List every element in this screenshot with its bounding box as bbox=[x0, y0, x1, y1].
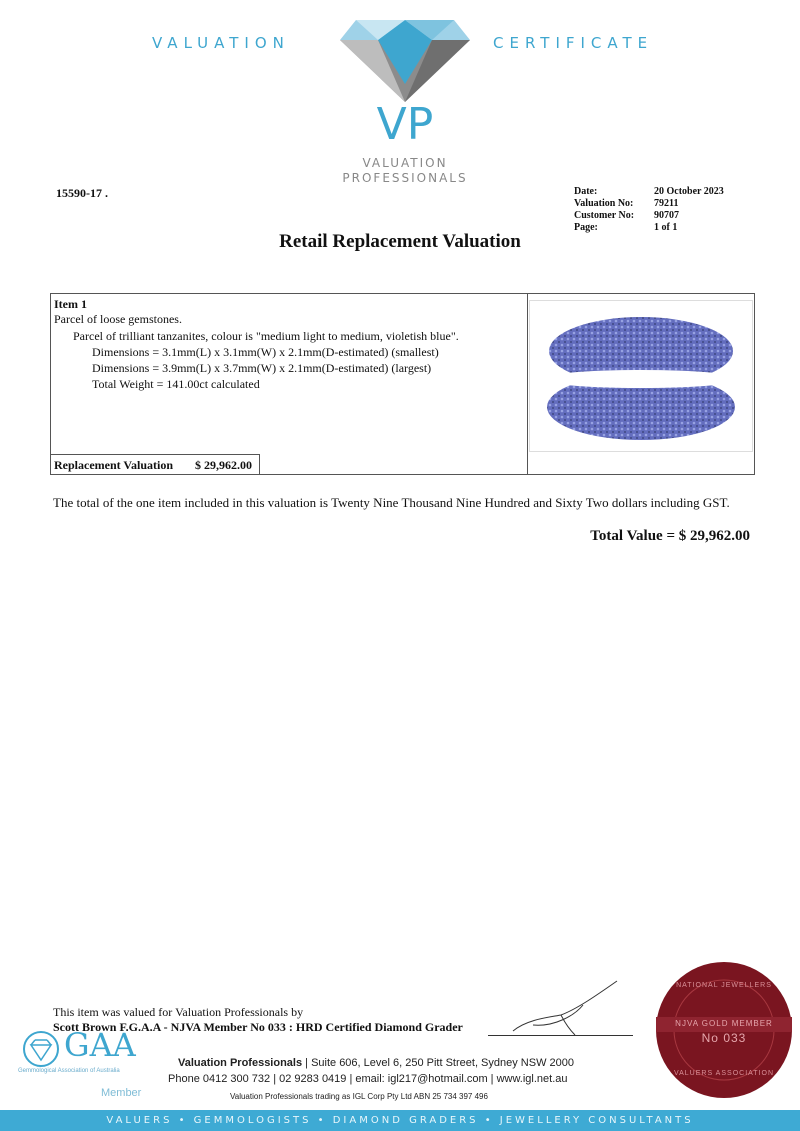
valuer-line-2: Scott Brown F.G.A.A - NJVA Member No 033 : HRD Certified Diamond Grader bbox=[53, 1020, 463, 1034]
meta-customer-no: Customer No: 90707 bbox=[574, 210, 679, 221]
logo-vp-text: VP bbox=[376, 99, 434, 150]
replacement-label: Replacement Valuation bbox=[54, 458, 174, 472]
item-line-5: Total Weight = 141.00ct calculated bbox=[92, 377, 260, 391]
seal-bottom-text: VALUERS ASSOCIATION bbox=[673, 1070, 775, 1077]
diamond-logo-icon bbox=[338, 14, 472, 104]
contact-address-line bbox=[178, 1057, 574, 1069]
item-box bbox=[50, 293, 755, 475]
valuer-line-1: This item was valued for Valuation Professionals by bbox=[53, 1005, 304, 1019]
meta-page: Page: 1 of 1 bbox=[574, 222, 678, 233]
gaa-subtitle: Gemmological Association of Australia bbox=[18, 1068, 120, 1074]
item-description-cell bbox=[51, 294, 528, 474]
item-heading: Item 1 bbox=[54, 297, 87, 311]
total-value: Total Value = $ 29,962.00 bbox=[590, 528, 750, 544]
summary-text: The total of the one item included in this valuation is Twenty Nine Thousand Nine Hundred and Sixty Two dollars including GST. bbox=[53, 495, 730, 510]
tanzanite-parcel-icon bbox=[530, 301, 752, 451]
item-line-1: Parcel of loose gemstones. bbox=[54, 312, 182, 326]
njva-seal-icon bbox=[654, 960, 794, 1100]
replacement-value: $ 29,962.00 bbox=[195, 458, 252, 472]
footer-banner: VALUERS • GEMMOLOGISTS • DIAMOND GRADERS • JEWELLERY CONSULTANTS bbox=[0, 1110, 800, 1131]
gemstone-photo bbox=[529, 300, 753, 452]
contact-phone-line: Phone 0412 300 732 | 02 9283 0419 | email: igl217@hotmail.com | www.igl.net.au bbox=[168, 1073, 568, 1085]
document-title: Retail Replacement Valuation bbox=[279, 231, 521, 252]
seal-number: No 033 bbox=[701, 1031, 747, 1045]
item-line-4: Dimensions = 3.9mm(L) x 3.7mm(W) x 2.1mm(D-estimated) (largest) bbox=[92, 361, 432, 375]
brand-line-2: PROFESSIONALS bbox=[342, 171, 468, 185]
meta-table bbox=[574, 186, 764, 234]
gaa-gem-icon bbox=[20, 1030, 62, 1068]
meta-valuation-no: Valuation No: 79211 bbox=[574, 198, 679, 209]
item-line-3: Dimensions = 3.1mm(L) x 3.1mm(W) x 2.1mm(D-estimated) (smallest) bbox=[92, 345, 439, 359]
seal-top-text: NATIONAL JEWELLERS bbox=[676, 982, 772, 989]
contact-company: Valuation Professionals bbox=[178, 1057, 303, 1069]
gaa-member-label: Member bbox=[101, 1087, 142, 1099]
gaa-logo-text: GAA bbox=[64, 1026, 136, 1064]
header-right-word: CERTIFICATE bbox=[493, 34, 654, 52]
replacement-valuation-cell bbox=[51, 454, 260, 474]
meta-date: Date: 20 October 2023 bbox=[574, 186, 724, 197]
seal-band-text: NJVA GOLD MEMBER bbox=[675, 1019, 773, 1028]
brand-line-1: VALUATION bbox=[362, 156, 448, 170]
reference-number: 15590-17 . bbox=[56, 186, 108, 200]
item-line-2: Parcel of trilliant tanzanites, colour is "medium light to medium, violetish blue". bbox=[73, 329, 459, 343]
contact-trading-line: Valuation Professionals trading as IGL Corp Pty Ltd ABN 25 734 397 496 bbox=[230, 1092, 488, 1101]
header-left-word: VALUATION bbox=[152, 34, 290, 52]
signature-icon bbox=[505, 975, 625, 1040]
contact-address: | Suite 606, Level 6, 250 Pitt Street, Sydney NSW 2000 bbox=[302, 1057, 574, 1069]
